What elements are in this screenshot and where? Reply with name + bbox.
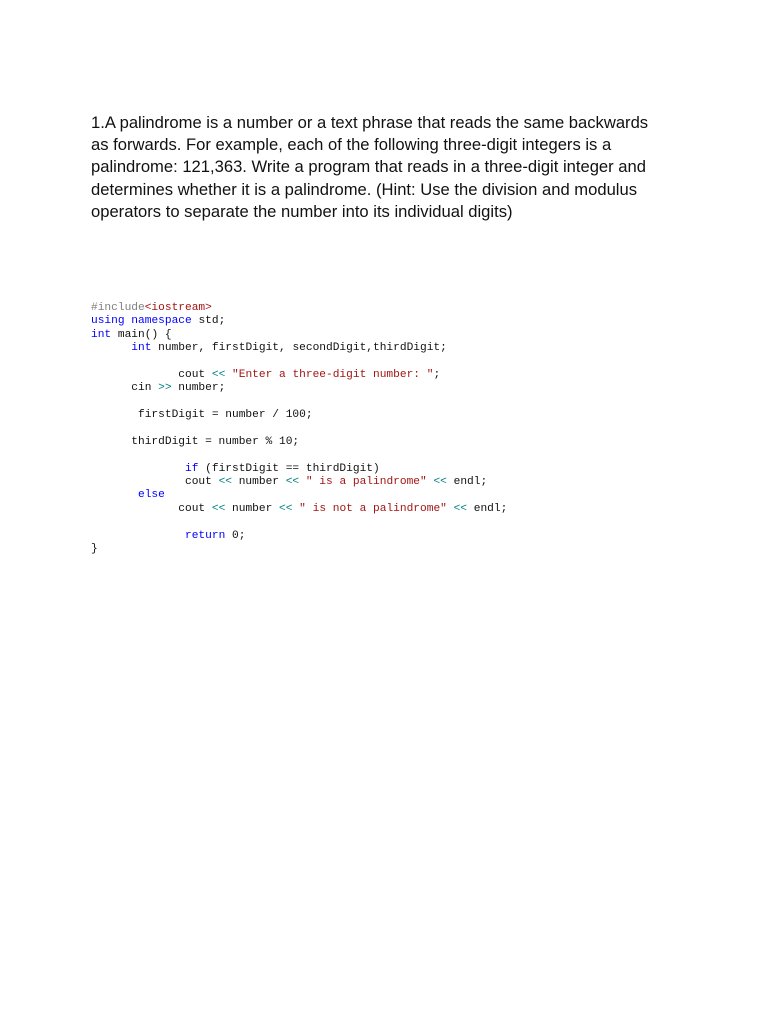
code-header-name: <iostream> [144,302,212,314]
code-keyword: namespace [131,315,192,328]
problem-line: palindrome: 121,363. Write a program that reads in a three-digit integer and [91,157,646,177]
code-line [91,503,507,516]
code-operator: << [453,502,468,515]
code-text [447,503,454,515]
code-line [91,423,507,436]
code-text: std; [191,315,226,328]
code-line [91,315,507,328]
code-text: firstDigit = number / 100; [91,409,313,422]
code-text: number; [171,382,226,395]
code-line [91,476,507,489]
code-line [91,543,507,556]
code-text: cin [91,382,159,395]
code-text: 0; [225,529,246,542]
code-line [91,302,507,315]
problem-line: determines whether it is a palindrome. (Hint: Use the division and modulus [91,179,638,199]
code-line [91,516,507,529]
code-text: endl; [446,476,488,489]
problem-statement [91,112,691,223]
code-operator: >> [158,382,172,395]
code-line [91,409,507,422]
code-string: "Enter a three-digit number: " [232,368,434,381]
problem-line: 1.A palindrome is a number or a text phrase that reads the same backwards [91,113,649,132]
code-text [91,530,185,542]
code-preprocessor: #include [91,302,145,314]
code-text: endl; [467,502,508,515]
code-line [91,396,507,409]
code-block [91,302,507,556]
code-text: number, firstDigit, secondDigit,thirdDigit; [151,342,447,355]
code-text: cout [91,368,212,381]
code-text: number [225,502,280,515]
code-text: thirdDigit = number % 10; [91,435,300,448]
code-string: " is not a palindrome" [299,502,447,515]
code-text [91,342,131,354]
code-keyword: int [131,342,152,355]
code-line [91,530,507,543]
code-operator: << [218,476,232,489]
code-operator: << [285,476,300,489]
code-text: main() { [111,328,172,341]
code-text: ; [433,368,441,381]
code-line [91,382,507,395]
code-text: (firstDigit == thirdDigit) [198,462,380,475]
code-line [91,449,507,462]
code-line [91,329,507,342]
code-line [91,463,507,476]
code-operator: << [211,502,226,515]
code-keyword: if [185,462,199,475]
code-keyword: else [138,489,165,502]
code-text: number [232,476,286,489]
code-text [91,489,138,501]
code-string: " is a palindrome" [305,476,427,489]
code-operator: << [279,502,293,515]
code-operator: << [433,476,447,489]
code-line [91,369,507,382]
code-text: } [91,543,98,556]
code-text: cout [91,502,212,515]
code-text [225,369,232,381]
code-keyword: using [91,315,125,328]
code-line [91,342,507,355]
code-keyword: int [91,328,112,341]
code-line [91,356,507,369]
problem-line: as forwards. For example, each of the following three-digit integers is a [91,135,612,155]
code-operator: << [211,368,226,381]
code-line [91,436,507,449]
code-text: cout [91,476,219,489]
code-text [299,476,306,488]
problem-line: operators to separate the number into its individual digits) [91,201,513,221]
code-line [91,489,507,502]
code-text [91,463,185,475]
code-keyword: return [185,529,226,542]
